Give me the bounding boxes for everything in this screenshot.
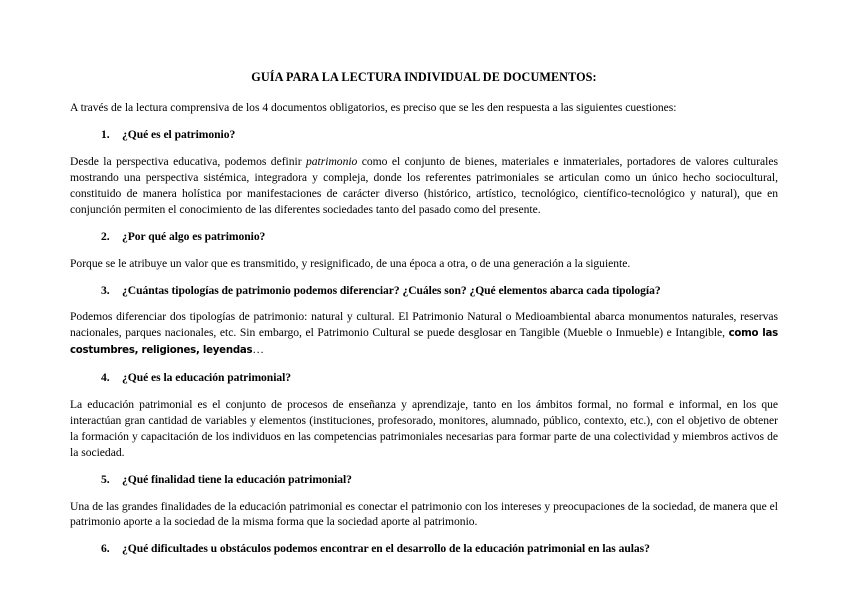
questions-list	[70, 127, 778, 557]
emphasised-term: patrimonio	[306, 155, 358, 169]
question-number: 3.	[101, 283, 110, 297]
question-number: 1.	[101, 128, 110, 142]
intro-paragraph: A través de la lectura comprensiva de los 4 documentos obligatorios, es preciso que se les den respuesta a las siguientes cuestiones:	[70, 101, 677, 115]
answer-paragraph	[70, 256, 778, 272]
question-item	[70, 541, 778, 557]
question-item	[70, 229, 778, 245]
question-text: ¿Qué es el patrimonio?	[122, 128, 236, 142]
question-number: 6.	[101, 542, 110, 556]
alternate-typeface-run: como las costumbres, religiones, leyendas	[70, 328, 778, 357]
question-text: ¿Qué es la educación patrimonial?	[122, 371, 292, 385]
ellipsis: …	[252, 343, 264, 357]
text-run: Una de las grandes finalidades de la educación patrimonial es conectar el patrimonio con los intereses y preocupaciones de la sociedad, de manera que el patrimonio aporte a la sociedad de la misma forma que la sociedad aporte al patrimonio.	[70, 499, 778, 529]
text-run: La educación patrimonial es el conjunto de procesos de enseñanza y aprendizaje, tanto en los ámbitos formal, no formal e informal, en los que interactúan gran cantidad de variables y elementos (instituciones, profesorado, monitores, alumnado, público, contexto, etc.), con el objetivo de obtener la formación y capacitación de los individuos en las competencias patrimoniales necesarias para formar parte de una colectividad y miembros activos de la sociedad.	[70, 398, 778, 459]
question-item	[70, 283, 778, 299]
question-number: 2.	[101, 229, 110, 243]
text-run: como el conjunto de bienes, materiales e inmateriales, portadores de valores culturales mostrando una perspectiva sistémica, integradora y compleja, donde los referentes patrimoniales se articulan como un único hecho sociocultural, constituido de manera holística por manifestaciones de carácter diverso (histórico, artístico, tecnológico, científico-tecnológico y natural), que en conjunción permiten el conocimiento de las diferentes sociedades tanto del pasado como del presente.	[70, 155, 778, 216]
question-text: ¿Por qué algo es patrimonio?	[122, 229, 266, 243]
answer-paragraph	[70, 309, 778, 359]
answer-paragraph	[70, 154, 778, 218]
question-text: ¿Qué finalidad tiene la educación patrimonial?	[122, 472, 352, 486]
question-number: 5.	[101, 472, 110, 486]
question-item	[70, 127, 778, 143]
question-number: 4.	[101, 371, 110, 385]
question-text: ¿Cuántas tipologías de patrimonio podemos diferenciar? ¿Cuáles son? ¿Qué elementos abarca cada tipología?	[122, 283, 661, 297]
answer-paragraph	[70, 397, 778, 461]
answer-paragraph	[70, 499, 778, 531]
text-run: Porque se le atribuye un valor que es transmitido, y resignificado, de una época a otra, o de una generación a la siguiente.	[70, 256, 631, 270]
question-item	[70, 472, 778, 488]
text-run: Desde la perspectiva educativa, podemos definir	[70, 155, 306, 169]
question-item	[70, 370, 778, 386]
page-title: GUÍA PARA LA LECTURA INDIVIDUAL DE DOCUMENTOS:	[251, 70, 597, 84]
question-text: ¿Qué dificultades u obstáculos podemos encontrar en el desarrollo de la educación patrimonial en las aulas?	[122, 542, 650, 556]
text-run: Podemos diferenciar dos tipologías de patrimonio: natural y cultural. El Patrimonio Natural o Medioambiental abarca monumentos naturales, reservas nacionales, parques nacionales, etc. Sin embargo, el Patrimonio Cultural se puede desglosar en Tangible (Mueble o Inmueble) e Intangible,	[70, 310, 778, 340]
